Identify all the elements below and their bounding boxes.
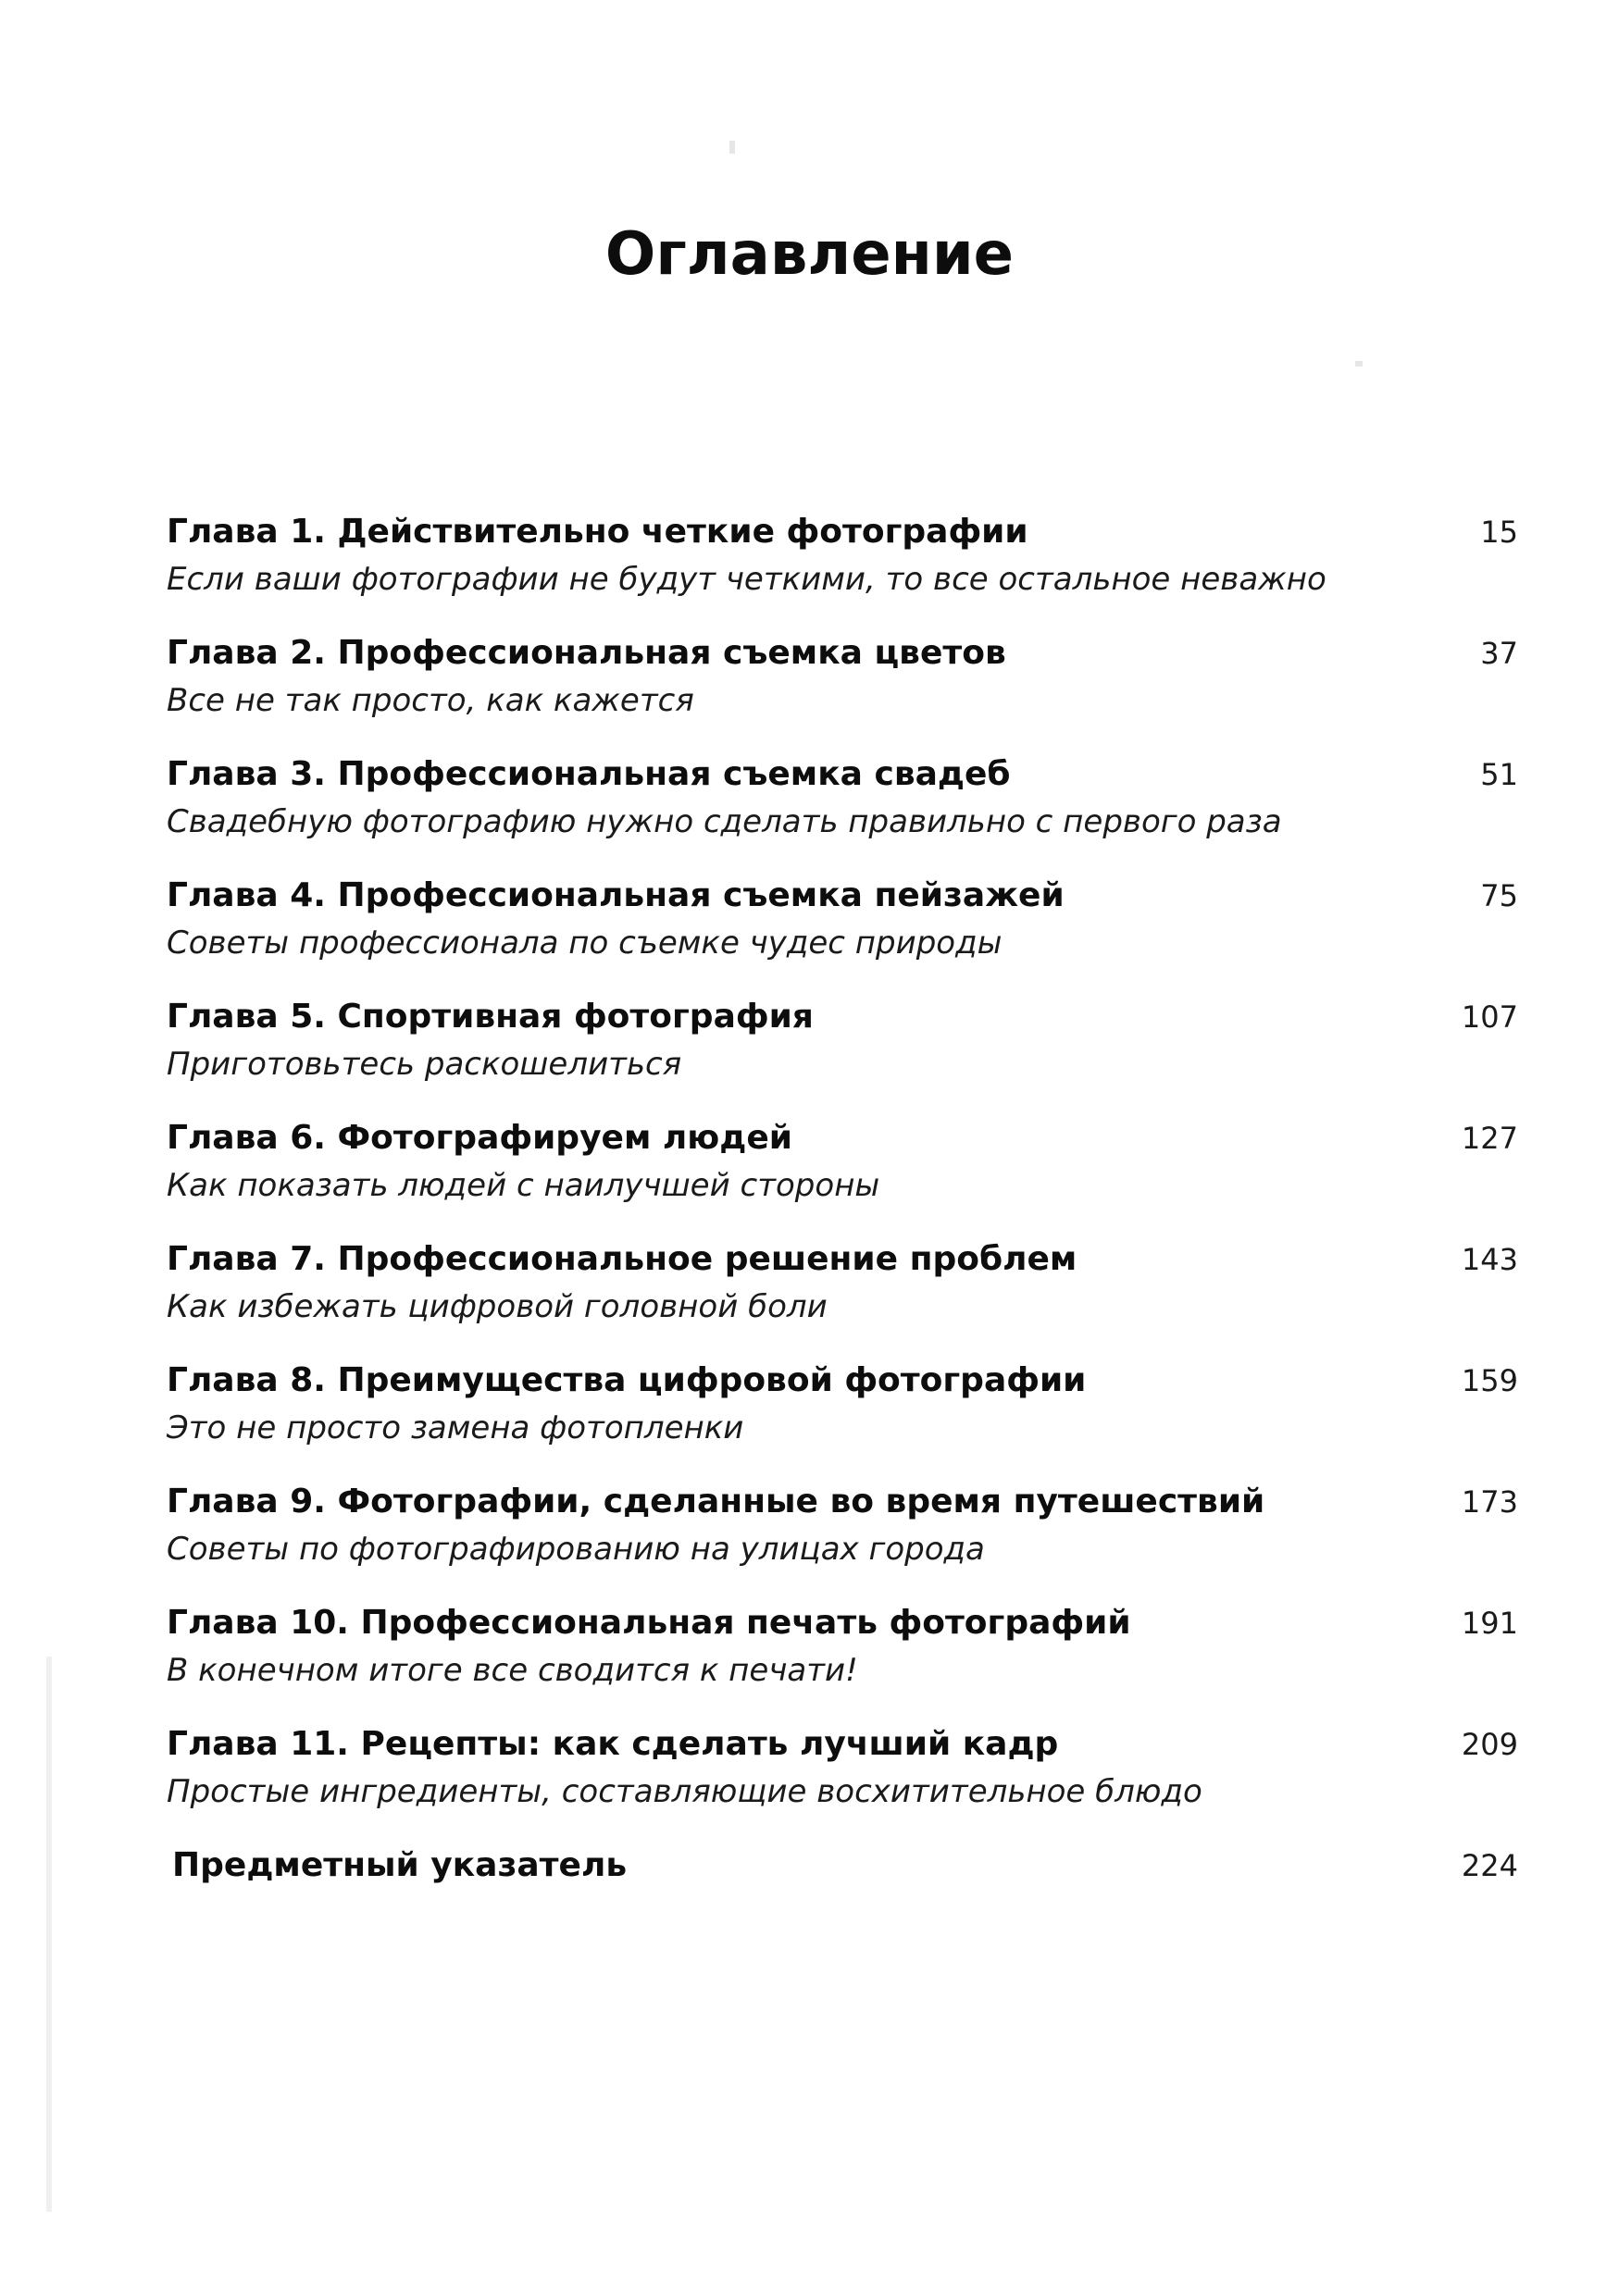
chapter-subtitle: Если ваши фотографии не будут четкими, то все остальное неважно (167, 561, 1326, 598)
chapter-subtitle: Это не просто замена фотопленки (167, 1409, 744, 1446)
chapter-subtitle: Свадебную фотографию нужно сделать правильно с первого раза (167, 803, 1282, 840)
chapter-subtitle: Советы по фотографированию на улицах города (167, 1531, 985, 1568)
page-number: 224 (1461, 1848, 1518, 1883)
page-title: Оглавление (604, 220, 1015, 289)
page-number: 15 (1480, 515, 1518, 550)
toc-entry-chapter-11[interactable] (167, 1721, 1518, 1843)
chapter-subtitle: Как избежать цифровой головной боли (167, 1288, 828, 1325)
chapter-heading: Глава 10. Профессиональная печать фотографий (167, 1604, 1131, 1642)
chapter-heading: Глава 8. Преимущества цифровой фотографии (167, 1361, 1087, 1399)
toc-entry-chapter-5[interactable] (167, 994, 1518, 1115)
page-number: 37 (1480, 636, 1518, 671)
page-number: 173 (1461, 1484, 1518, 1520)
chapter-heading: Глава 1. Действительно четкие фотографии (167, 513, 1028, 551)
toc-entry-chapter-1[interactable] (167, 509, 1518, 630)
chapter-subtitle: Советы профессионала по съемке чудес природы (167, 925, 1003, 962)
toc-entry-chapter-7[interactable] (167, 1236, 1518, 1358)
index-heading: Предметный указатель (172, 1846, 628, 1884)
chapter-subtitle: Приготовьтесь раскошелиться (167, 1046, 682, 1083)
chapter-subtitle: Простые ингредиенты, составляющие восхитительное блюдо (167, 1773, 1202, 1810)
page-number: 159 (1461, 1363, 1518, 1398)
chapter-subtitle: Все не так просто, как кажется (167, 682, 694, 719)
chapter-heading: Глава 6. Фотографируем людей (167, 1119, 793, 1157)
chapter-subtitle: Как показать людей с наилучшей стороны (167, 1167, 880, 1204)
chapter-heading: Глава 4. Профессиональная съемка пейзажей (167, 876, 1065, 914)
toc-entry-chapter-4[interactable] (167, 873, 1518, 994)
toc-entry-chapter-9[interactable] (167, 1479, 1518, 1600)
toc-entry-chapter-6[interactable] (167, 1115, 1518, 1236)
chapter-heading: Глава 11. Рецепты: как сделать лучший кадр (167, 1725, 1059, 1763)
chapter-heading: Глава 5. Спортивная фотография (167, 998, 814, 1036)
page-number: 143 (1461, 1242, 1518, 1277)
page-number: 51 (1480, 757, 1518, 792)
page-number: 191 (1461, 1606, 1518, 1641)
table-of-contents (167, 509, 1518, 1964)
toc-entry-subject-index[interactable] (167, 1843, 1518, 1964)
chapter-heading: Глава 2. Профессиональная съемка цветов (167, 634, 1006, 672)
page-number: 107 (1461, 999, 1518, 1035)
page-number: 75 (1480, 878, 1518, 913)
toc-entry-chapter-10[interactable] (167, 1600, 1518, 1721)
chapter-heading: Глава 7. Профессиональное решение проблем (167, 1240, 1077, 1278)
scan-speck (46, 1657, 52, 2212)
chapter-subtitle: В конечном итоге все сводится к печати! (167, 1652, 858, 1689)
toc-entry-chapter-8[interactable] (167, 1358, 1518, 1479)
scan-speck (729, 141, 735, 154)
toc-entry-chapter-3[interactable] (167, 751, 1518, 873)
toc-entry-chapter-2[interactable] (167, 630, 1518, 751)
page-number: 209 (1461, 1727, 1518, 1762)
scan-speck (1355, 361, 1363, 366)
chapter-heading: Глава 3. Профессиональная съемка свадеб (167, 755, 1011, 793)
chapter-heading: Глава 9. Фотографии, сделанные во время путешествий (167, 1483, 1265, 1520)
page-number: 127 (1461, 1121, 1518, 1156)
